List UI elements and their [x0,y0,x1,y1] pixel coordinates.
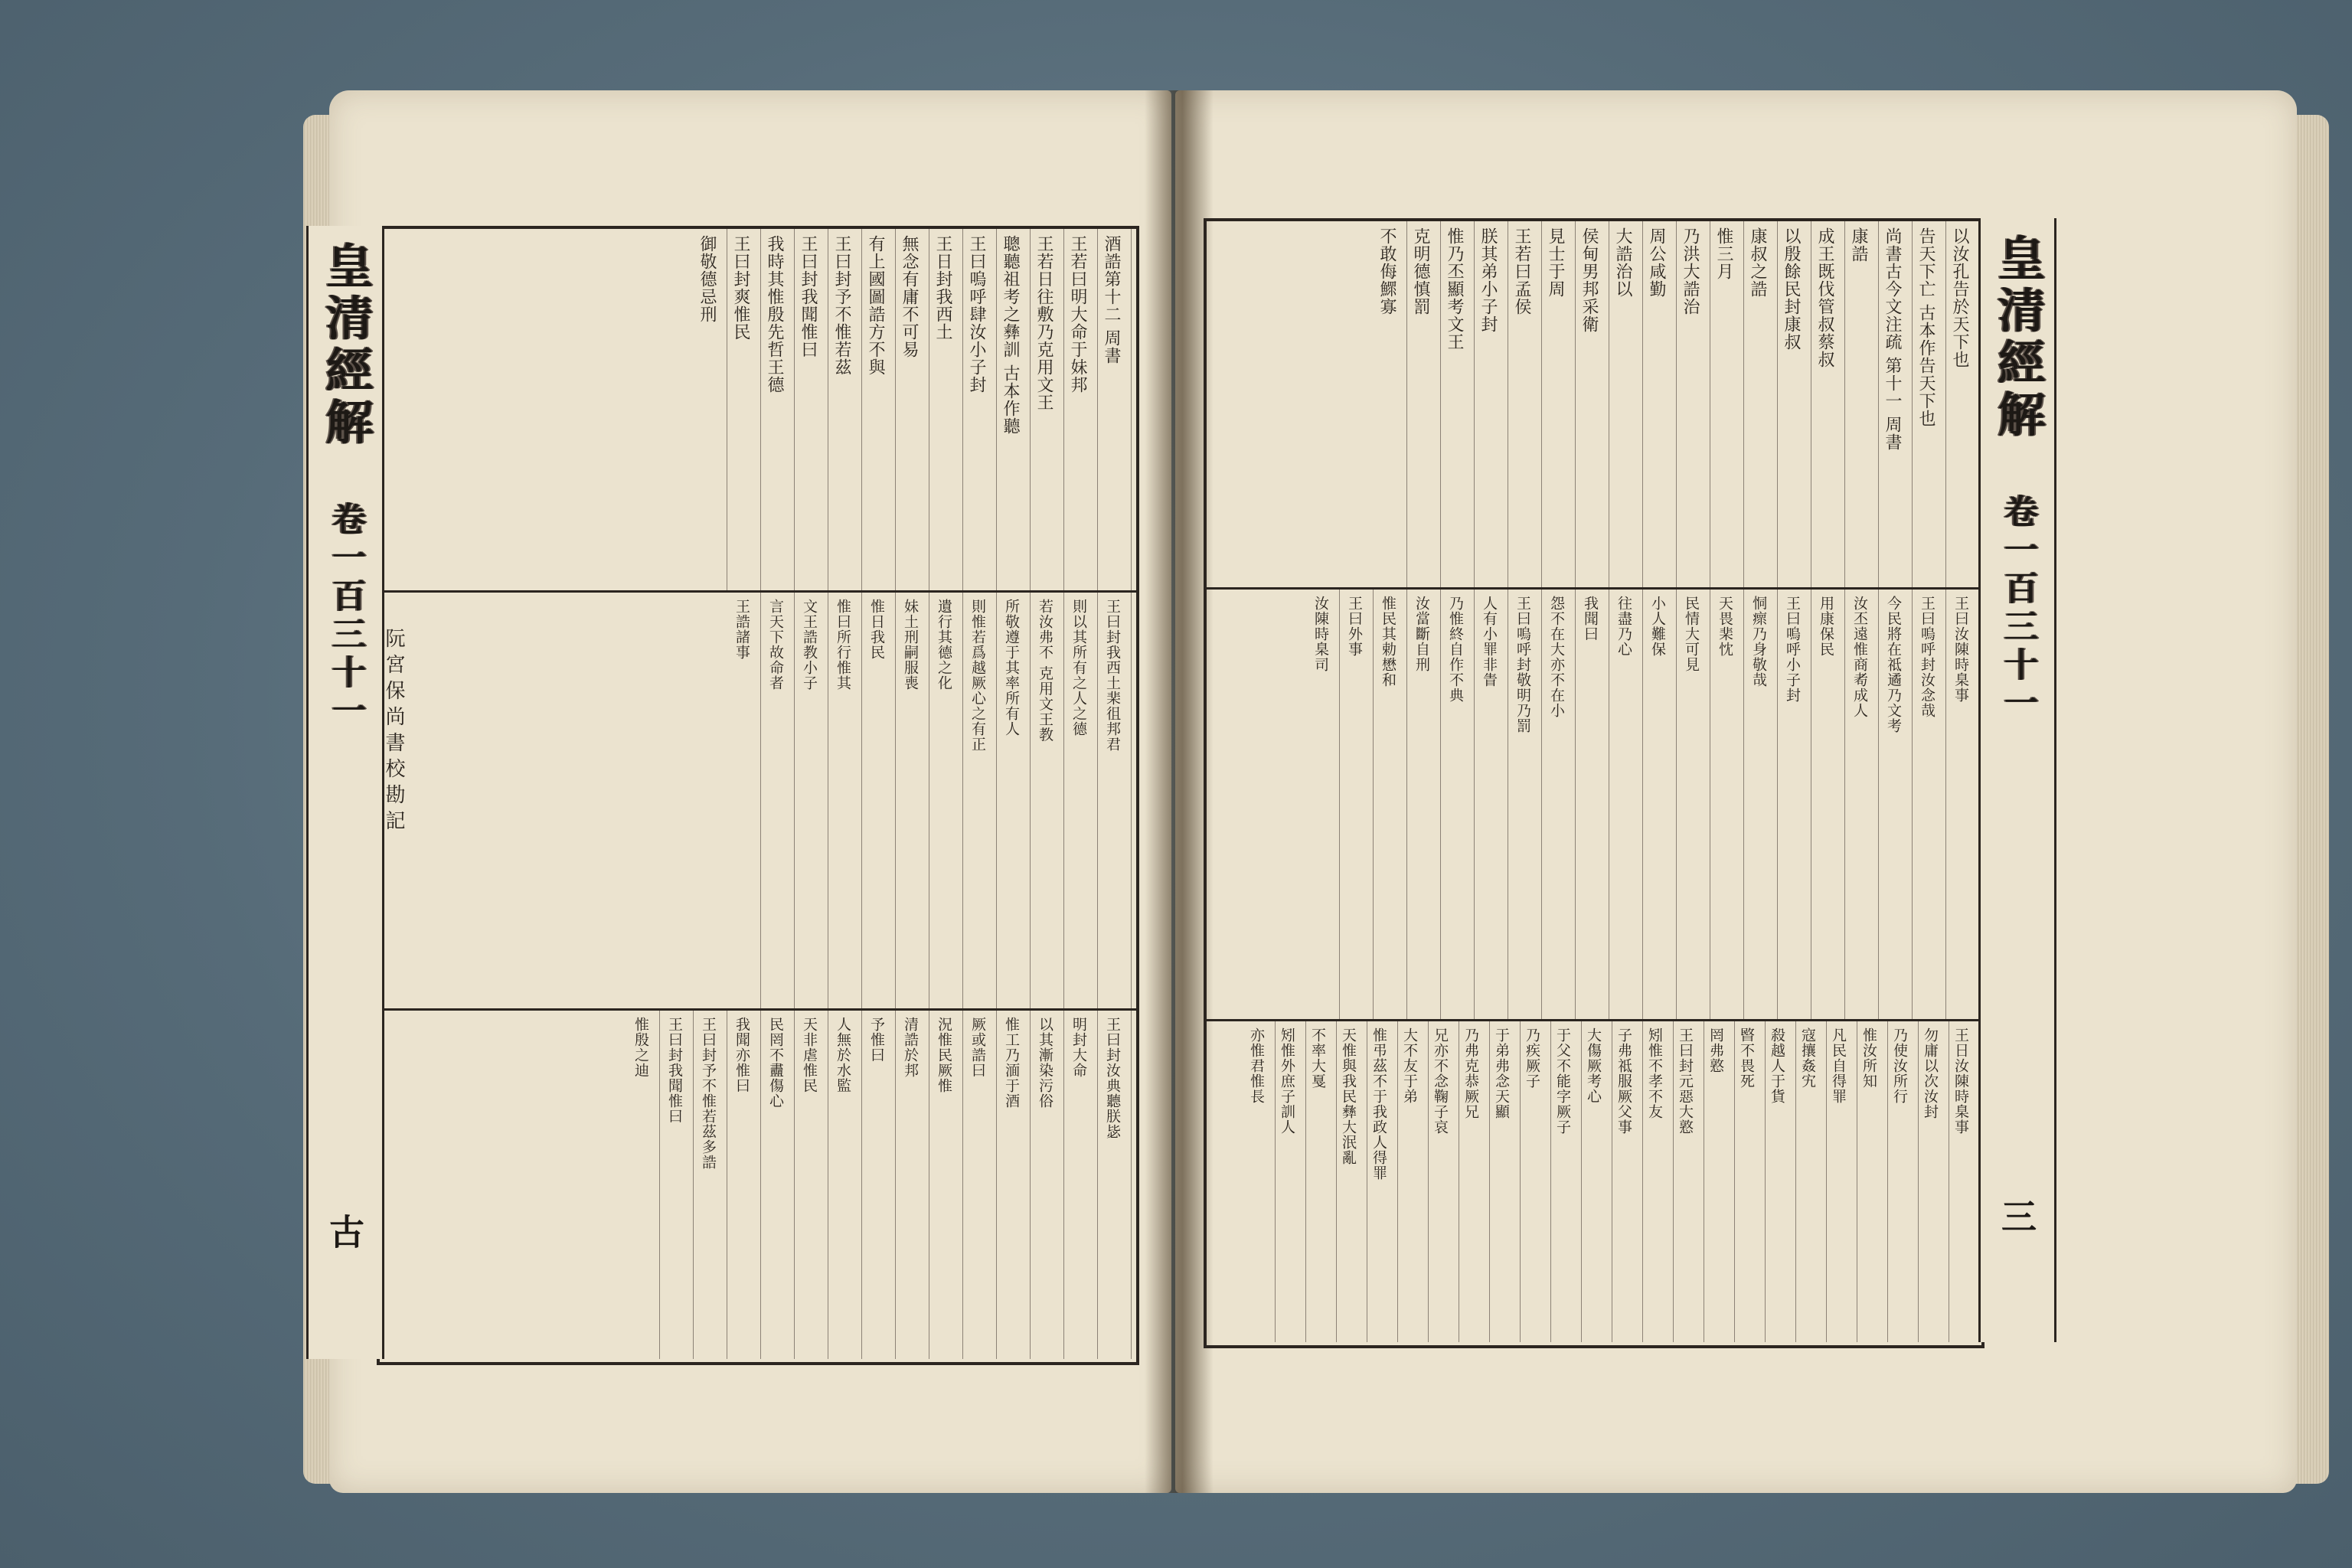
column-rule [895,593,896,1008]
right-divider-lower [1207,1019,1981,1021]
column-rule [1676,590,1677,1019]
text-column: 惟弔茲不于我政人得罪 [1370,1027,1387,1181]
publisher-line: 阮宮保尚書校勘記 [382,628,405,836]
column-rule [1795,1021,1796,1342]
text-column: 告天下亡 古本作告天下也 [1916,227,1936,427]
text-column: 恫瘝乃身敬哉 [1750,596,1767,688]
column-rule [1642,221,1643,587]
column-rule [1063,229,1064,590]
column-rule [1030,1011,1031,1359]
text-column: 我聞曰 [1582,596,1599,642]
text-column: 王若日往敷乃克用文王 [1034,235,1054,411]
text-column: 子弗祗服厥父事 [1615,1027,1632,1135]
text-column: 民情大可見 [1683,596,1700,672]
column-rule [1550,1021,1551,1342]
text-column: 往盡乃心 [1615,596,1632,657]
column-rule [794,229,795,590]
column-rule [1030,229,1031,590]
column-rule [1097,1011,1098,1359]
column-rule [693,1011,694,1359]
text-column: 王曰封我聞惟曰 [799,235,818,358]
text-column: 王曰嗚呼肆汝小子封 [967,235,986,394]
text-column: 康叔之誥 [1748,227,1767,298]
text-column: 不率大戛 [1309,1027,1326,1089]
text-column: 王誥諸事 [733,599,750,660]
text-column: 惟殷之迪 [632,1017,649,1078]
text-column: 用康保民 [1818,596,1834,657]
text-column: 惟民其勅懋和 [1380,596,1396,688]
column-rule [1844,221,1845,587]
text-column: 御敬德忌刑 [697,235,717,323]
text-column: 王曰封予不惟若茲 [832,235,851,376]
text-column: 惟乃丕顯考文王 [1445,227,1464,351]
text-column: 于父不能字厥子 [1554,1027,1571,1135]
left-divider-upper [380,590,1136,593]
text-column: 王曰封汝典聽朕毖 [1104,1017,1121,1139]
text-column: 王日封我西土 [933,235,952,341]
column-rule [1339,590,1340,1019]
right-volume-label: 卷一百三十一 [1998,494,2037,724]
column-rule [1305,1021,1306,1342]
text-column: 寇攘姦宄 [1799,1027,1816,1089]
column-rule [1945,590,1946,1019]
text-column: 清誥於邦 [902,1017,919,1078]
column-rule [1063,593,1064,1008]
text-column: 惟汝所知 [1860,1027,1877,1089]
text-column: 王曰封我西土棐徂邦君 [1104,599,1121,752]
text-column: 有上國圖誥方不與 [866,235,885,376]
column-rule [1734,1021,1735,1342]
column-rule [1373,590,1374,1019]
text-column: 天畏棐忱 [1717,596,1733,657]
text-column: 王曰嗚呼封敬明乃罰 [1514,596,1531,733]
column-rule [1945,221,1946,587]
text-column: 予惟曰 [868,1017,885,1063]
column-rule [861,593,862,1008]
text-column: 天惟與我民彝大泯亂 [1340,1027,1357,1165]
column-rule [861,1011,862,1359]
column-rule [1878,221,1879,587]
column-rule [996,1011,997,1359]
column-rule [1575,221,1576,587]
text-column: 遺行其德之化 [936,599,952,691]
text-column: 我時其惟殷先哲王德 [765,235,784,394]
text-column: 王若曰孟侯 [1512,227,1531,315]
column-rule [1541,590,1542,1019]
column-rule [1474,221,1475,587]
text-column: 汝丕遠惟商耇成人 [1851,596,1868,718]
column-rule [1581,1021,1582,1342]
column-rule [1440,590,1441,1019]
column-rule [1428,1021,1429,1342]
text-column: 矧惟不孝不友 [1646,1027,1663,1119]
text-column: 以殷餘民封康叔 [1782,227,1801,351]
text-column: 乃洪大誥治 [1681,227,1700,315]
text-column: 亦惟君惟長 [1248,1027,1265,1104]
text-column: 妹土刑嗣服喪 [902,599,919,691]
column-rule [794,593,795,1008]
column-rule [1489,1021,1490,1342]
column-rule [1575,590,1576,1019]
text-column: 王曰封元惡大憝 [1677,1027,1694,1135]
column-rule [1131,229,1132,590]
text-column: 殺越人于貨 [1769,1027,1785,1104]
text-column: 則以其所有之人之德 [1070,599,1087,737]
text-column: 王曰外事 [1346,596,1363,657]
left-text-frame [377,226,1139,1365]
text-column: 言天下故命者 [767,599,784,691]
left-volume-label: 卷一百三十一 [326,501,365,731]
text-column: 則惟若爲越厥心之有正 [969,599,986,752]
column-rule [1887,1021,1888,1342]
column-rule [1673,1021,1674,1342]
text-column: 暋不畏死 [1738,1027,1755,1089]
text-column: 小人難保 [1649,596,1666,657]
left-running-title: 皇清經解 [318,241,374,449]
column-rule [1878,590,1879,1019]
text-column: 厥或誥曰 [969,1017,986,1078]
text-column: 惟日我民 [868,599,885,660]
text-column: 王若曰明大命于妹邦 [1068,235,1087,394]
column-rule [1275,1021,1276,1342]
text-column: 朕其弟小子封 [1478,227,1498,333]
column-rule [996,593,997,1008]
text-column: 罔弗憝 [1707,1027,1724,1073]
text-column: 酒誥第十二 周書 [1102,235,1121,364]
column-rule [760,1011,761,1359]
text-column: 汝陳時臬司 [1312,596,1329,672]
column-rule [962,229,963,590]
text-column: 無念有庸不可易 [900,235,919,358]
column-rule [1826,1021,1827,1342]
text-column: 王曰封爽惟民 [731,235,750,341]
column-rule [895,1011,896,1359]
text-column: 尚書古今文注疏 第十一 周書 [1883,227,1902,451]
column-rule [1397,1021,1398,1342]
column-rule [1676,221,1677,587]
text-column: 見士于周 [1546,227,1565,298]
text-column: 不敢侮鰥寡 [1377,227,1396,315]
text-column: 怨不在大亦不在小 [1548,596,1565,718]
column-rule [1131,593,1132,1008]
left-folio-number: 古 [324,1214,365,1249]
text-column: 大誥治以 [1613,227,1632,298]
text-column: 惟工乃湎于酒 [1003,1017,1020,1109]
text-column: 惟曰所行惟其 [835,599,851,691]
column-rule [1918,1021,1919,1342]
column-rule [1743,590,1744,1019]
column-rule [760,593,761,1008]
column-rule [1777,590,1778,1019]
text-column: 乃疾厥子 [1524,1027,1540,1089]
column-rule [962,593,963,1008]
text-column: 侯甸男邦采衛 [1579,227,1599,333]
column-rule [962,1011,963,1359]
column-rule [1063,1011,1064,1359]
text-column: 克明德慎罰 [1411,227,1430,315]
text-column: 王曰封我聞惟曰 [666,1017,683,1124]
column-rule [794,1011,795,1359]
column-rule [1642,590,1643,1019]
column-rule [1030,593,1031,1008]
text-column: 勿庸以次汝封 [1922,1027,1939,1119]
text-column: 所敬遵于其率所有人 [1003,599,1020,737]
left-divider-lower [380,1008,1136,1011]
text-column: 乃使汝所行 [1891,1027,1908,1104]
column-rule [861,229,862,590]
text-column: 民罔不衋傷心 [767,1017,784,1109]
column-rule [1777,221,1778,587]
column-rule [1406,590,1407,1019]
column-rule [1642,1021,1643,1342]
column-rule [1765,1021,1766,1342]
column-rule [1406,221,1407,587]
column-rule [1912,221,1913,587]
column-rule [1520,1021,1521,1342]
text-column: 王曰汝陳時臬事 [1952,596,1969,703]
text-column: 若汝弗不 克用文王教 [1037,599,1054,743]
text-column: 乃弗克恭厥兄 [1462,1027,1479,1119]
column-rule [1844,590,1845,1019]
text-column: 大不友于弟 [1401,1027,1418,1104]
right-running-head [1978,218,2056,1342]
text-column: 康誥 [1849,227,1868,263]
text-column: 文王誥教小子 [801,599,818,691]
text-column: 周公咸勤 [1647,227,1666,298]
text-column: 以汝孔告於天下也 [1950,227,1969,368]
text-column: 聰聽祖考之彝訓 古本作聽 [1001,235,1020,435]
text-column: 大傷厥考心 [1585,1027,1602,1104]
column-rule [760,229,761,590]
right-running-title: 皇清經解 [1990,234,2046,442]
right-text-frame [1204,218,1984,1348]
column-rule [996,229,997,590]
text-column: 王曰嗚呼小子封 [1784,596,1801,703]
text-column: 我聞亦惟曰 [733,1017,750,1093]
column-rule [1743,221,1744,587]
column-rule [1097,593,1098,1008]
text-column: 況惟民厥惟 [936,1017,952,1093]
column-rule [1912,590,1913,1019]
right-divider-upper [1207,587,1981,590]
text-column: 今民將在祗遹乃文考 [1885,596,1902,733]
text-column: 乃惟終自作不典 [1447,596,1464,703]
text-column: 王曰封予不惟若茲多誥 [700,1017,717,1170]
column-rule [1336,1021,1337,1342]
text-column: 兄亦不念鞠子哀 [1432,1027,1449,1135]
right-folio-number: 三 [1996,1198,2037,1233]
column-rule [1474,590,1475,1019]
text-column: 汝當斷自刑 [1413,596,1430,672]
text-column: 明封大命 [1070,1017,1087,1078]
text-column: 人無於水監 [835,1017,851,1093]
column-rule [1440,221,1441,587]
text-column: 凡民自得罪 [1830,1027,1847,1104]
text-column: 惟三月 [1714,227,1733,280]
text-column: 人有小罪非眚 [1481,596,1498,688]
column-rule [1097,229,1098,590]
column-rule [895,229,896,590]
column-rule [1541,221,1542,587]
text-column: 于弟弗念天顯 [1493,1027,1510,1119]
text-column: 以其漸染污俗 [1037,1017,1054,1109]
text-column: 天非虐惟民 [801,1017,818,1093]
text-column: 王日汝陳時臬事 [1952,1027,1969,1135]
text-column: 矧惟外庶子訓人 [1279,1027,1295,1135]
column-rule [1131,1011,1132,1359]
left-running-head [306,226,384,1359]
text-column: 王曰嗚呼封汝念哉 [1919,596,1936,718]
column-rule [659,1011,660,1359]
text-column: 成王既伐管叔蔡叔 [1815,227,1834,368]
